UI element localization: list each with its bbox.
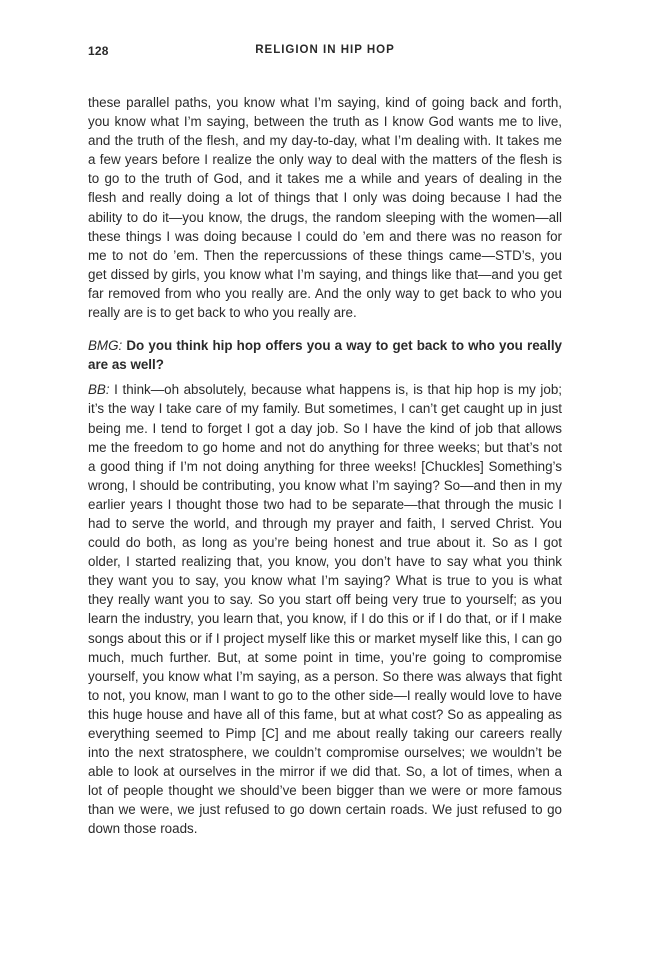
interview-answer	[88, 380, 562, 838]
page-header	[88, 44, 562, 64]
interview-question	[88, 336, 562, 374]
running-title: RELIGION IN HIP HOP	[255, 44, 395, 56]
question-speaker: BMG:	[88, 338, 123, 354]
question-text: Do you think hip hop offers you a way to get back to who you really are as well?	[88, 338, 562, 373]
answer-text: I think—oh absolutely, because what happens is, is that hip hop is my job; it’s the way I take care of my family. But sometimes, I can’t get caught up in just being me. I tend to forget I got a day job. So I have the kind of job that allows me the freedom to go home and not do anything for three weeks; but that’s not a good thing if I’m not doing anything for three weeks! [Chuckles] Something’s wrong, I should be contributing, you know what I’m saying? So—and then in my earlier years I thought those two had to be separate—that through the music I had to serve the world, and through my prayer and faith, I served Christ. You could do both, as long as you’re being honest and true about it. So as I got older, I started realizing that, you know, you don’t have to say what you think they want you to say, you know what I’m saying? What is true to you is what they really want you to say. So you start off being very true to yourself; as you learn the industry, you learn that, you know, if I do this or if I do that, or if I make songs about this or if I project myself like this or market myself like this, I can go much, much further. But, at some point in time, you’re going to compromise yourself, you know what I’m saying, as a person. So there was always that fight to not, you know, man I want to go to the other side—I really would love to have this huge house and have all of this fame, but at what cost? So as appealing as everything seemed to Pimp [C] and me about really taking our careers really into the next stratosphere, we couldn’t compromise ourselves; we wouldn’t be able to look at ourselves in the mirror if we did that. So, a lot of times, when a lot of people thought we should’ve been bigger than we were or more famous than we were, we just refused to go down certain roads. We just refused to go down those roads.	[88, 382, 562, 837]
paragraph-continuation: these parallel paths, you know what I’m saying, kind of going back and forth, you know what I’m saying, between the truth as I know God wants me to live, and the truth of the flesh, and my day-to-day, what I’m dealing with. It takes me a few years before I realize the only way to deal with the matters of the flesh is to go to the truth of God, and it takes me a while and years of dealing in the flesh and really doing a lot of things that I only was doing because I had the ability to do it—you know, the drugs, the random sleeping with the women—all these things I was doing because I could do ’em and there was no reason for me to not do ’em. Then the repercussions of these things came—STD’s, you get dissed by girls, you know what I’m saying, and things like that—and you get far removed from who you really are. And the only way to get back to who you really are is to get back to who you really are.	[88, 95, 562, 321]
page-number: 128	[88, 44, 109, 58]
body-text	[88, 93, 562, 839]
answer-speaker: BB:	[88, 382, 110, 398]
